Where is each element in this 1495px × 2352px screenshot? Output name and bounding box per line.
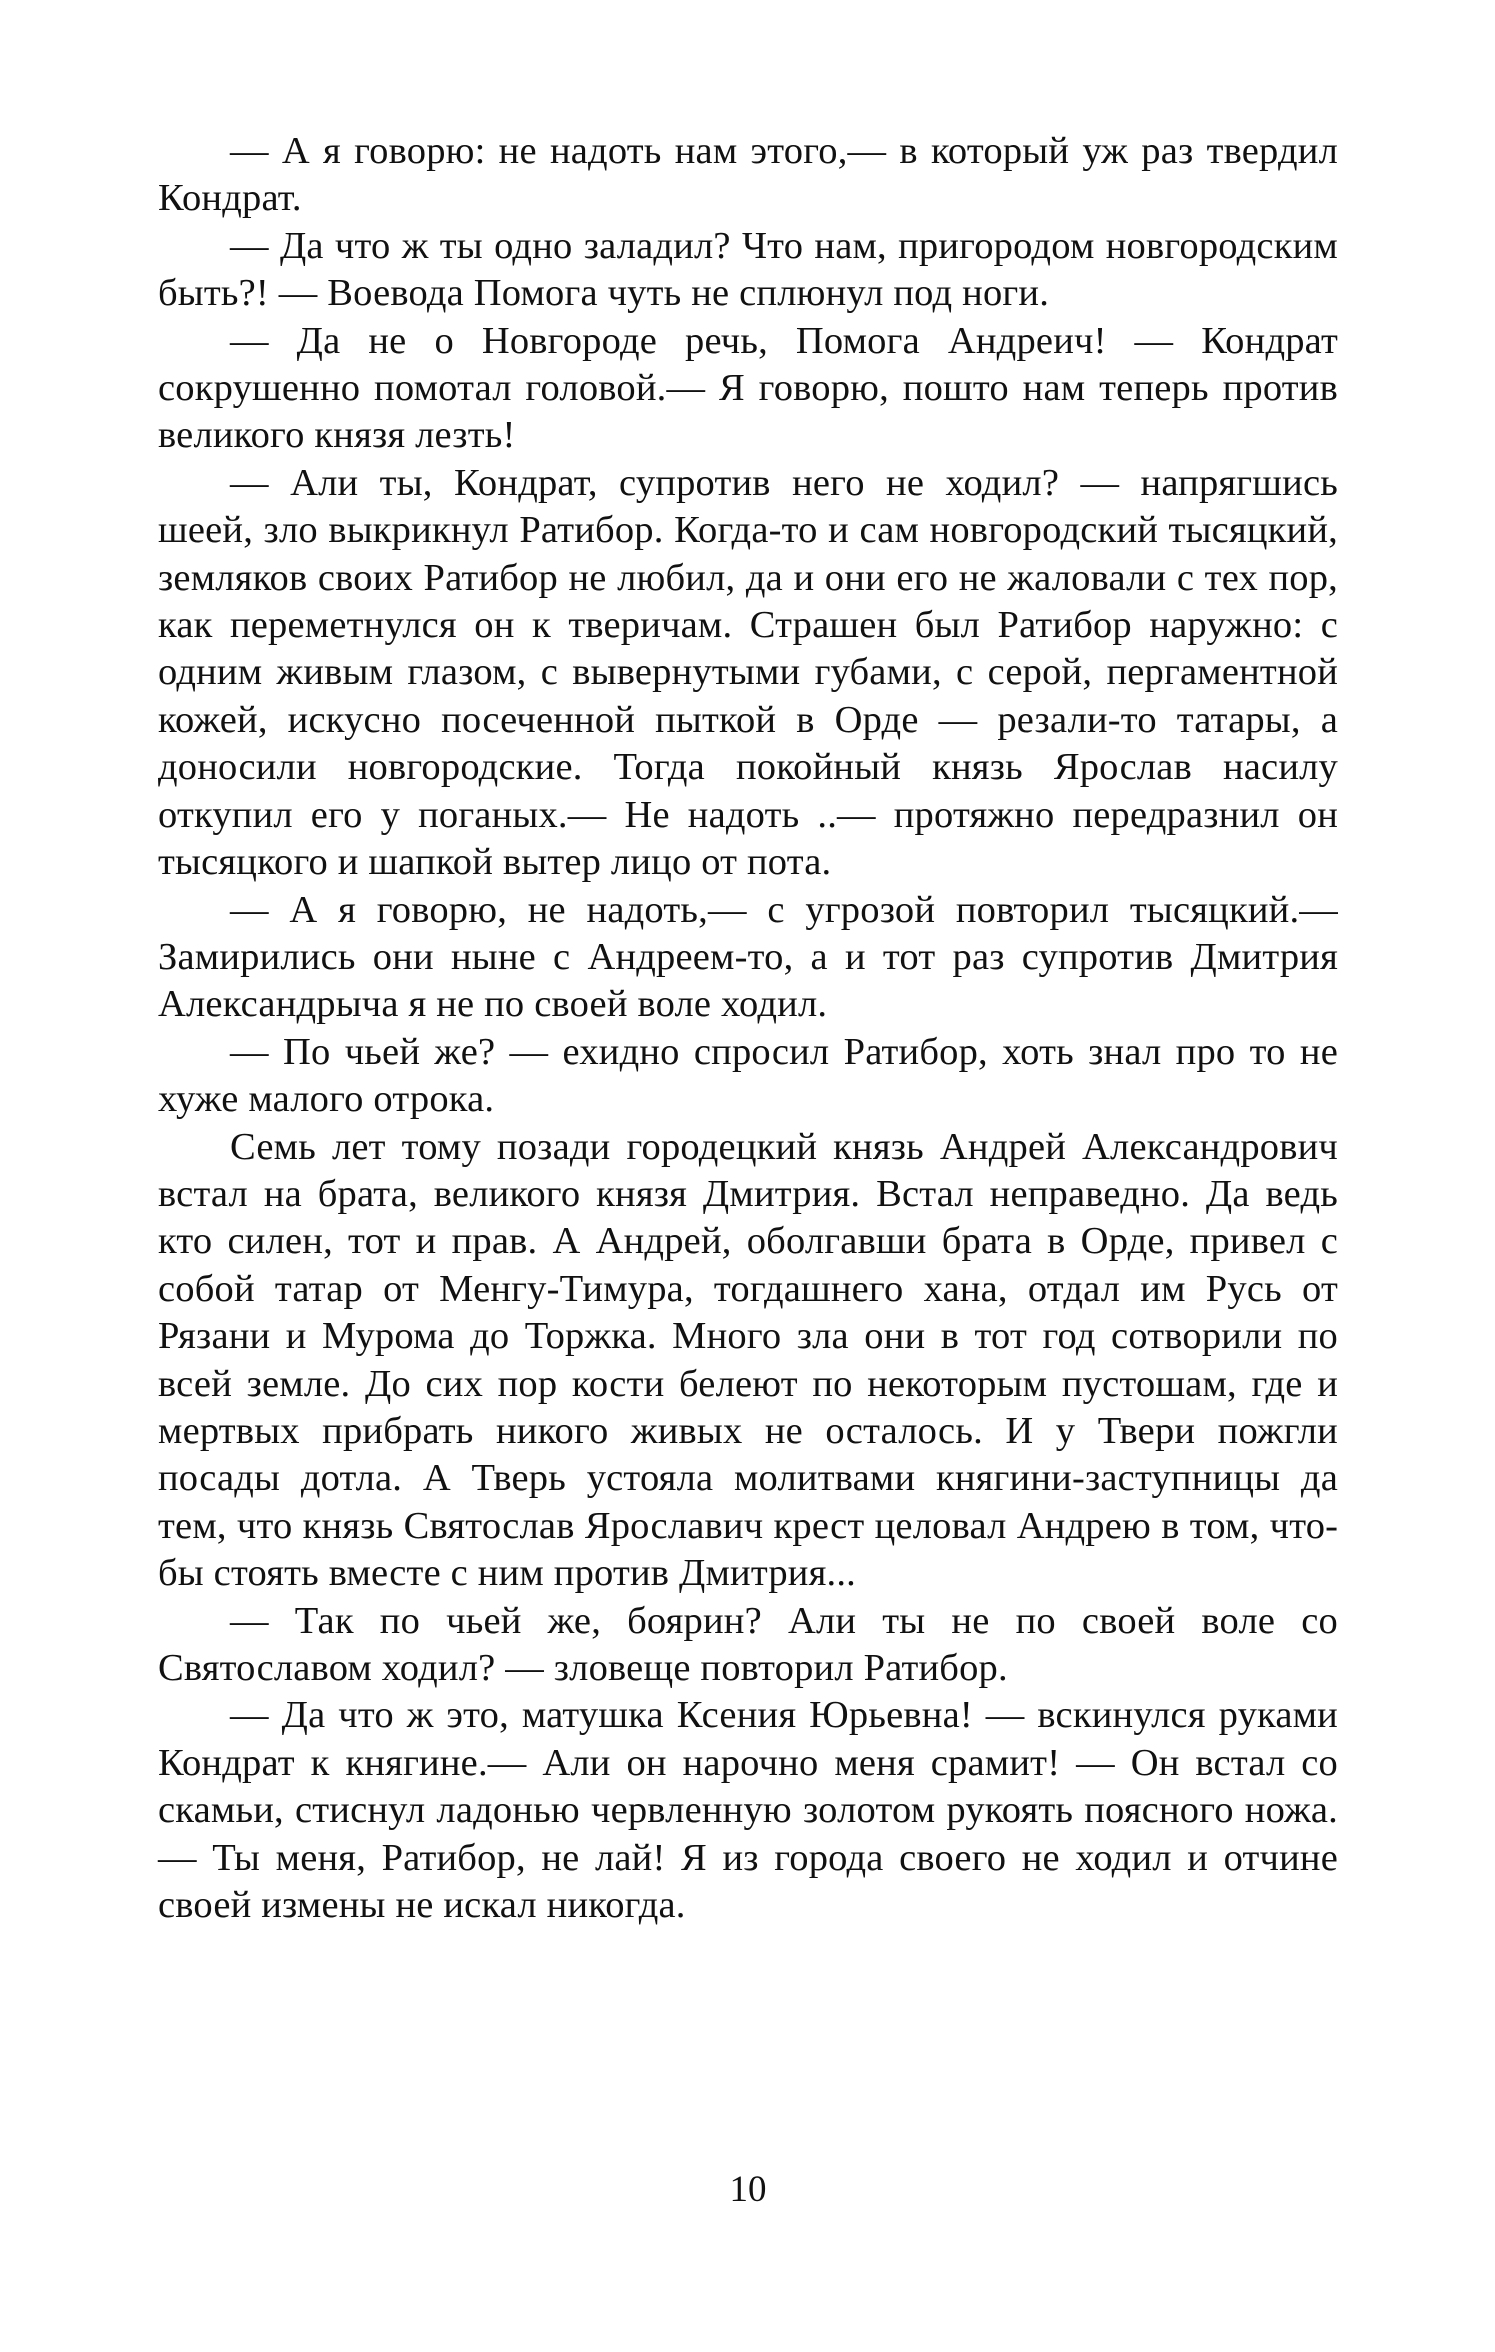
- paragraph: — А я говорю: не надоть нам этого,— в который уж раз твердил Кондрат.: [158, 130, 1338, 220]
- book-page: [158, 128, 1338, 2352]
- paragraph: — Да что ж это, матушка Ксения Юрьевна! — вскинулся руками Кондрат к княгине.— Али он нарочно меня срамит! — Он встал со скамьи, стиснул ладонью червленную золотом рукоять поясного ножа.— Ты меня, Ратибор, не лай! Я из города своего не ходил и отчине своей измены не искал никогда.: [158, 1694, 1338, 1927]
- text-body: [158, 128, 1338, 1929]
- paragraph: — По чьей же? — ехидно спросил Ратибор, хоть знал про то не хуже малого отрока.: [158, 1030, 1338, 1121]
- page-number: 10: [729, 2169, 767, 2210]
- paragraph: — Так по чьей же, боярин? Али ты не по своей воле со Святославом ходил? — зловеще повторил Ратибор.: [158, 1599, 1338, 1689]
- paragraph: — Да не о Новгороде речь, Помога Андреич! — Кондрат сокрушенно помотал головой.— Я говорю, пошто нам теперь против великого князя лезть!: [158, 319, 1338, 457]
- paragraph: — А я говорю, не надоть,— с угрозой повторил тысяцкий.— Замирились они ныне с Андреем-то, а и тот раз супротив Дмитрия Александрыча я не по своей воле ходил.: [158, 888, 1338, 1026]
- paragraph: Семь лет тому позади городецкий князь Андрей Александрович встал на брата, великого князя Дмитрия. Встал неправедно. Да ведь кто силен, тот и прав. А Андрей, оболгавши брата в Орде, привел с собой татар от Менгу-Тимура, тогдашнего хана, отдал им Русь от Рязани и Мурома до Торжка. Много зла они в тот год сотворили по всей земле. До сих пор кости белеют по некоторым пустошам, где и мертвых прибрать никого живых не осталось. И у Твери пожгли посады дотла. А Тверь устояла молитвами княгини-заступницы да тем, что князь Святослав Ярославич крест целовал Андрею в том, чтобы стоять вместе с ним против Дмитрия...: [158, 1125, 1338, 1595]
- paragraph: — Да что ж ты одно заладил? Что нам, пригородом новгородским быть?! — Воевода Помога чуть не сплюнул под ноги.: [158, 224, 1338, 315]
- paragraph: — Али ты, Кондрат, супротив него не ходил? — напрягшись шеей, зло выкрикнул Ратибор. Когда-то и сам новгородский тысяцкий, земляков своих Ратибор не любил, да и они его не жаловали с тех пор, как переметнулся он к тверичам. Страшен был Ратибор наружно: с одним живым глазом, с вывернутыми губами, с серой, пергаментной кожей, искусно посеченной пыткой в Орде — резали-то татары, а доносили новгородские. Тогда покойный князь Ярослав насилу откупил его у поганых.— Не надоть ..— протяжно передразнил он тысяцкого и шапкой вытер лицо от пота.: [158, 461, 1338, 884]
